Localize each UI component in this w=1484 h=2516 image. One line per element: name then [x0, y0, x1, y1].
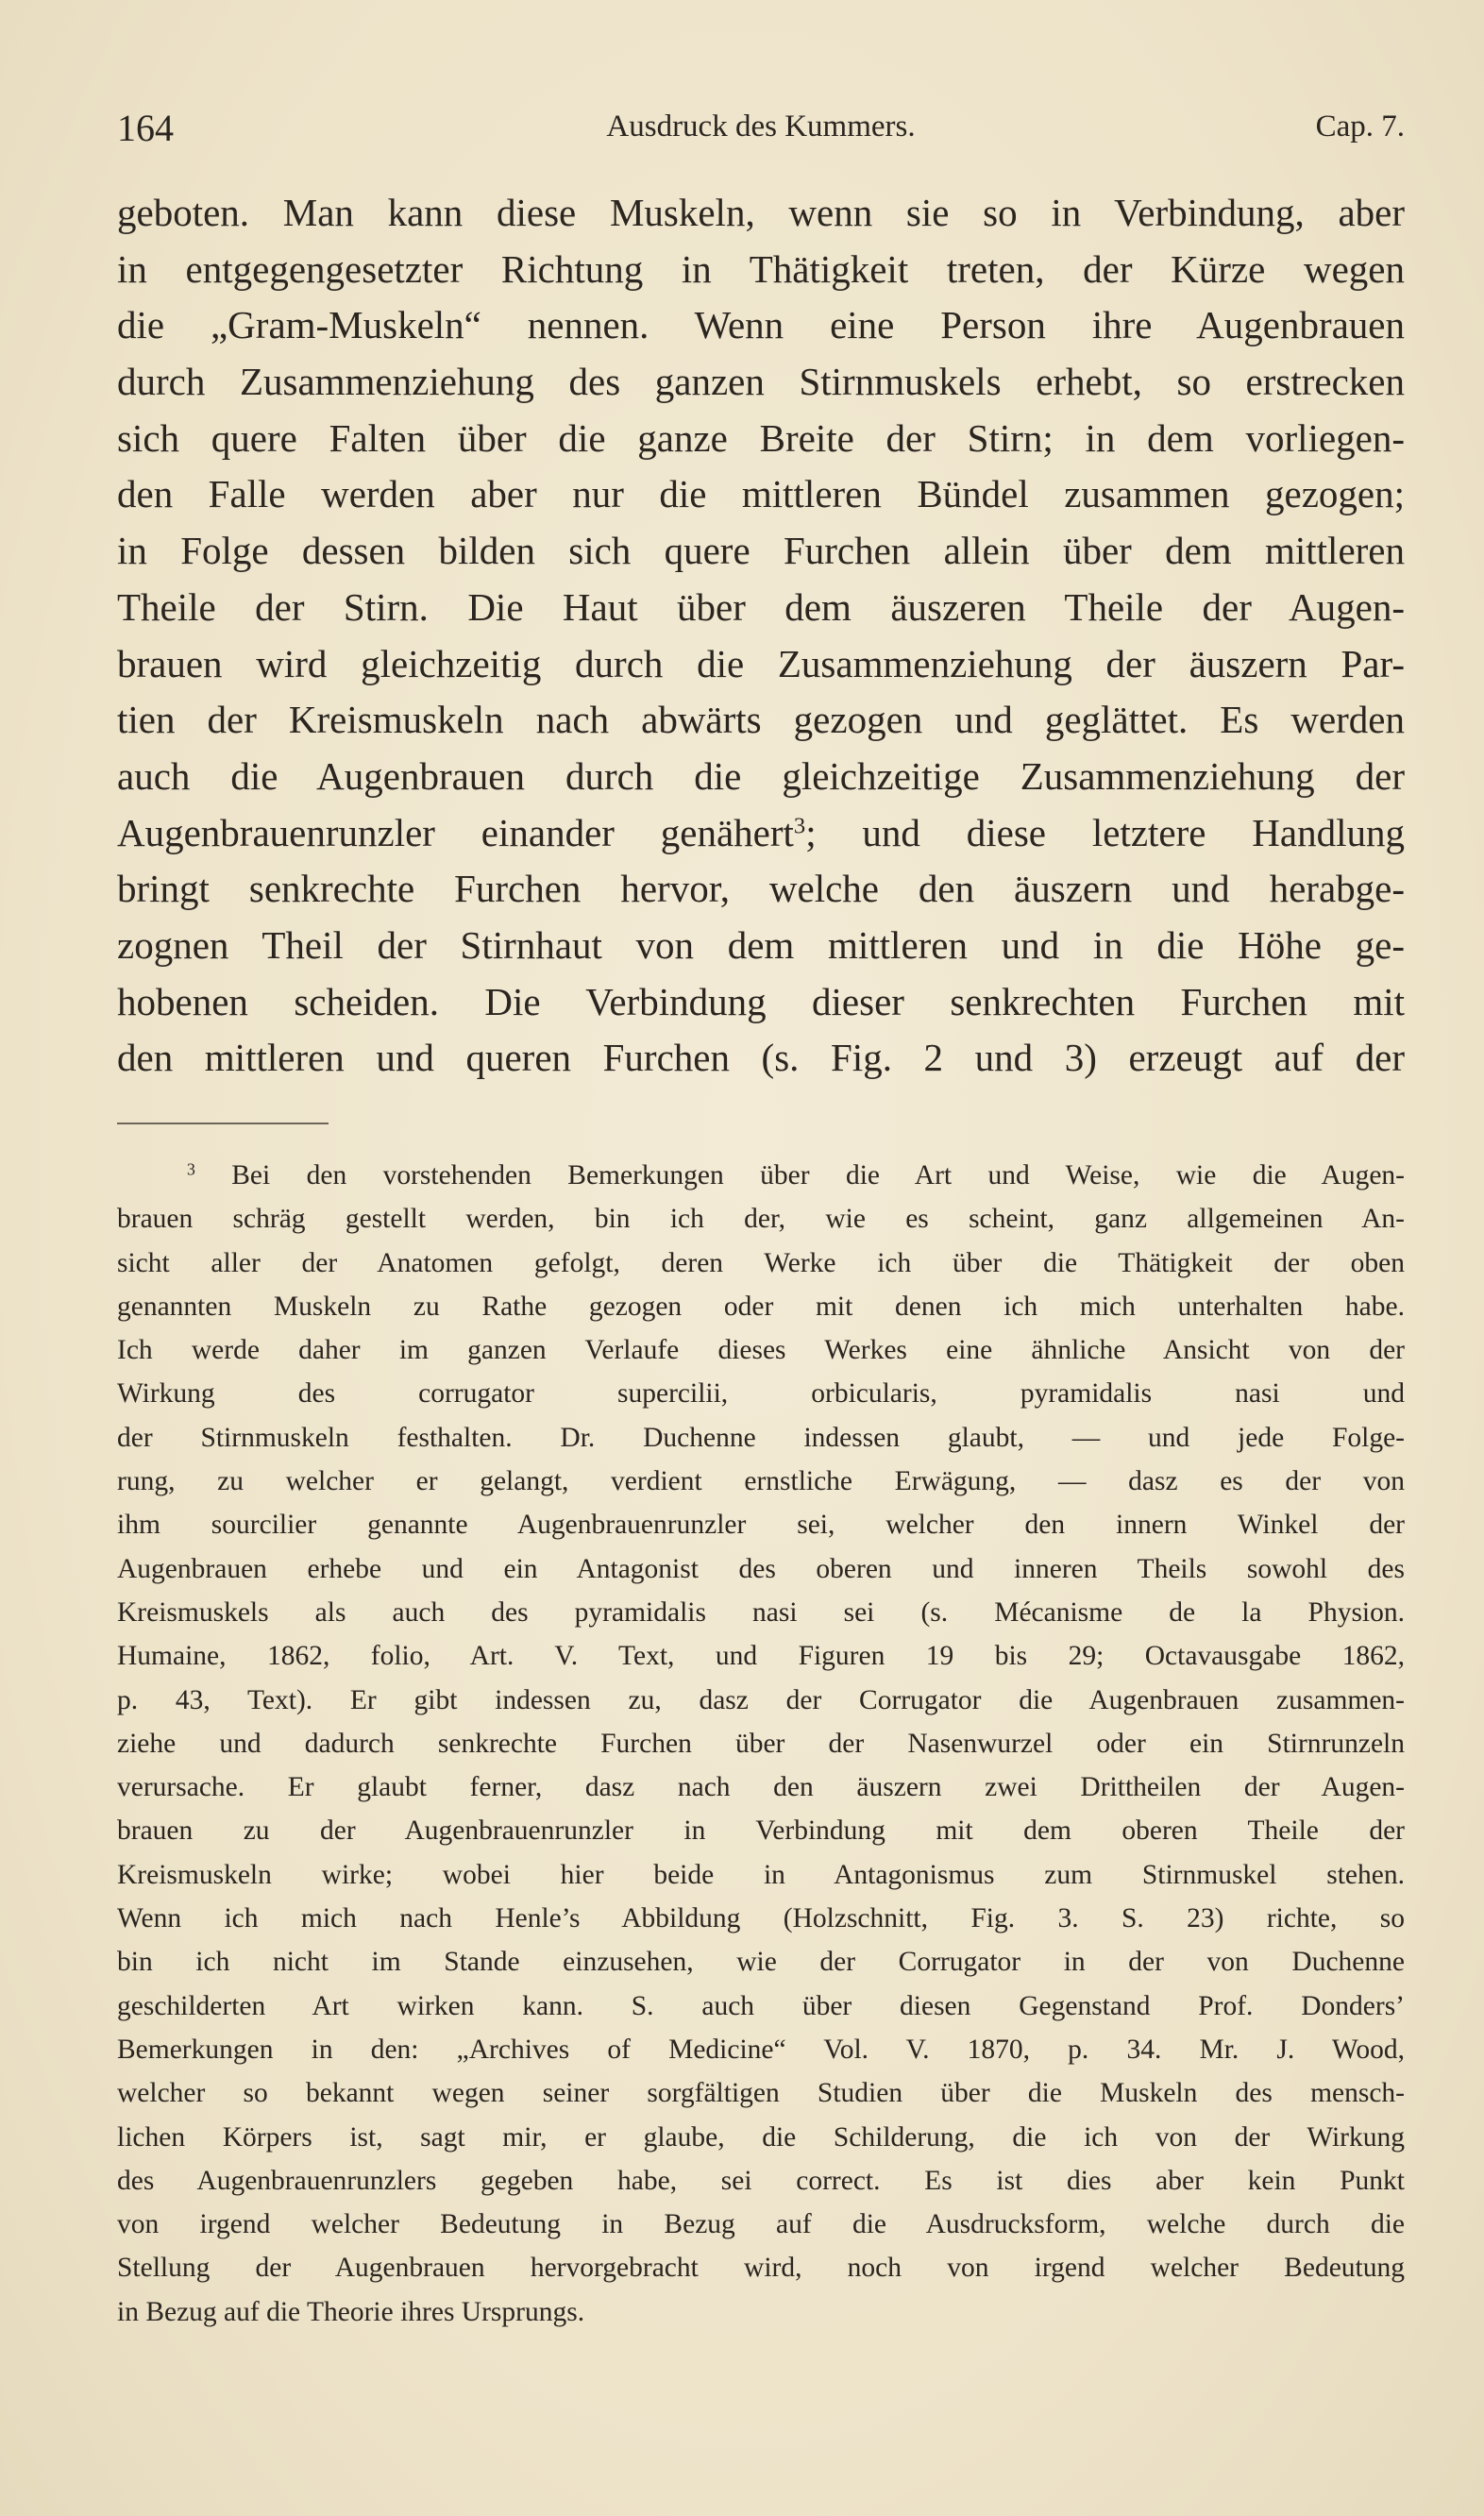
footnote-line: Kreismuskels als auch des pyramidalis nasi sei (s. Mécanisme de la Physion.	[117, 1596, 1405, 1628]
footnote-line: Augenbrauen erhebe und ein Antagonist des oberen und inneren Theils sowohl des	[117, 1553, 1405, 1584]
body-line: brauen wird gleichzeitig durch die Zusammenziehung der äuszern Par-	[117, 641, 1405, 685]
footnote-line: Humaine, 1862, folio, Art. V. Text, und Figuren 19 bis 29; Octavausgabe 1862,	[117, 1641, 1405, 1672]
footnote-line: brauen schräg gestellt werden, bin ich der, wie es scheint, ganz allgemeinen An-	[117, 1204, 1405, 1235]
footnote-line: der Stirnmuskeln festhalten. Dr. Duchenne indessen glaubt, — und jede Folge-	[117, 1422, 1405, 1453]
body-line: in entgegengesetzter Richtung in Thätigkeit treten, der Kürze wegen	[117, 246, 1405, 291]
footnote-line: bin ich nicht im Stande einzusehen, wie der Corrugator in der von Duchenne	[117, 1947, 1405, 1978]
footnote-line: welcher so bekannt wegen seiner sorgfältigen Studien über die Muskeln des mensch-	[117, 2078, 1405, 2109]
footnote-line: Wirkung des corrugator supercilii, orbicularis, pyramidalis nasi und	[117, 1378, 1405, 1410]
body-line: zognen Theil der Stirnhaut von dem mittleren und in die Höhe ge-	[117, 922, 1405, 967]
body-line: sich quere Falten über die ganze Breite der Stirn; in dem vorliegen-	[117, 415, 1405, 460]
footnote-line: Bemerkungen in den: „Archives of Medicine“ Vol. V. 1870, p. 34. Mr. J. Wood,	[117, 2034, 1405, 2065]
footnote-reference: 3	[793, 813, 806, 839]
body-line-with-footnote-ref	[117, 805, 1405, 862]
footnote-line: ziehe und dadurch senkrechte Furchen über der Nasenwurzel oder ein Stirnrunzeln	[117, 1728, 1405, 1759]
footnote-line: Wenn ich mich nach Henle’s Abbildung (Holzschnitt, Fig. 3. S. 23) richte, so	[117, 1903, 1405, 1934]
page-number: 164	[117, 107, 174, 149]
footnote-line: in Bezug auf die Theorie ihres Ursprungs.	[117, 2296, 585, 2327]
body-line: hobenen scheiden. Die Verbindung dieser senkrechten Furchen mit	[117, 979, 1405, 1023]
footnote-number: 3	[187, 1159, 195, 1179]
body-line: den mittleren und queren Furchen (s. Fig. 2 und 3) erzeugt auf der	[117, 1036, 1405, 1080]
footnote-line-text: Bei den vorstehenden Bemerkungen über die Art und Weise, wie die Augen-	[231, 1160, 1406, 1190]
body-line: geboten. Man kann diese Muskeln, wenn sie so in Verbindung, aber	[117, 191, 1405, 234]
body-line: den Falle werden aber nur die mittleren Bündel zusammen gezogen;	[117, 472, 1405, 516]
footnote-line: ihm sourcilier genannte Augenbrauenrunzler sei, welcher den innern Winkel der	[117, 1510, 1405, 1541]
body-line: Theile der Stirn. Die Haut über dem äuszeren Theile der Augen-	[117, 584, 1405, 629]
footnote-line: genannten Muskeln zu Rathe gezogen oder mit denen ich mich unterhalten habe.	[117, 1291, 1405, 1322]
footnote-line: lichen Körpers ist, sagt mir, er glaube, die Schilderung, die ich von der Wirkung	[117, 2121, 1405, 2153]
body-text	[117, 185, 1405, 1087]
chapter-label: Cap. 7.	[1315, 110, 1405, 144]
footnote-line	[117, 1154, 1405, 1197]
running-header	[117, 106, 1405, 157]
footnote-line: rung, zu welcher er gelangt, verdient ernstliche Erwägung, — dasz es der von	[117, 1466, 1405, 1497]
body-line-tail: ; und diese letztere Handlung	[805, 810, 1405, 854]
body-line: in Folge dessen bilden sich quere Furchen allein über dem mittleren	[117, 529, 1405, 573]
footnote-line: von irgend welcher Bedeutung in Bezug auf die Ausdrucksform, welche durch die	[117, 2209, 1405, 2240]
body-line: bringt senkrechte Furchen hervor, welche den äuszern und herabge-	[117, 867, 1405, 911]
footnote-line: Stellung der Augenbrauen hervorgebracht wird, noch von irgend welcher Bedeutung	[117, 2253, 1405, 2284]
running-title: Ausdruck des Kummers.	[606, 110, 916, 144]
footnote-line: des Augenbrauenrunzlers gegeben habe, sei correct. Es ist dies aber kein Punkt	[117, 2165, 1405, 2196]
footnote-line: sicht aller der Anatomen gefolgt, deren Werke ich über die Thätigkeit der oben	[117, 1247, 1405, 1278]
body-line: tien der Kreismuskeln nach abwärts gezogen und geglättet. Es werden	[117, 698, 1405, 742]
body-line: die „Gram-Muskeln“ nennen. Wenn eine Person ihre Augenbrauen	[117, 303, 1405, 347]
footnote-line: Kreismuskeln wirke; wobei hier beide in Antagonismus zum Stirnmuskel stehen.	[117, 1859, 1405, 1890]
body-line-head: Augenbrauenrunzler einander genähert	[117, 810, 794, 854]
footnote-line: Ich werde daher im ganzen Verlaufe dieses Werkes eine ähnliche Ansicht von der	[117, 1335, 1405, 1366]
footnote	[117, 1154, 1405, 2334]
footnote-line: geschilderten Art wirken kann. S. auch über diesen Gegenstand Prof. Donders’	[117, 1990, 1405, 2021]
footnote-line: p. 43, Text). Er gibt indessen zu, dasz der Corrugator die Augenbrauen zusammen-	[117, 1684, 1405, 1715]
footnote-line: verursache. Er glaubt ferner, dasz nach den äuszern zwei Drittheilen der Augen-	[117, 1772, 1405, 1803]
body-line: durch Zusammenziehung des ganzen Stirnmuskels erhebt, so erstrecken	[117, 360, 1405, 404]
body-line: auch die Augenbrauen durch die gleichzeitige Zusammenziehung der	[117, 753, 1405, 798]
footnote-divider	[117, 1123, 329, 1124]
footnote-line: brauen zu der Augenbrauenrunzler in Verbindung mit dem oberen Theile der	[117, 1815, 1405, 1847]
